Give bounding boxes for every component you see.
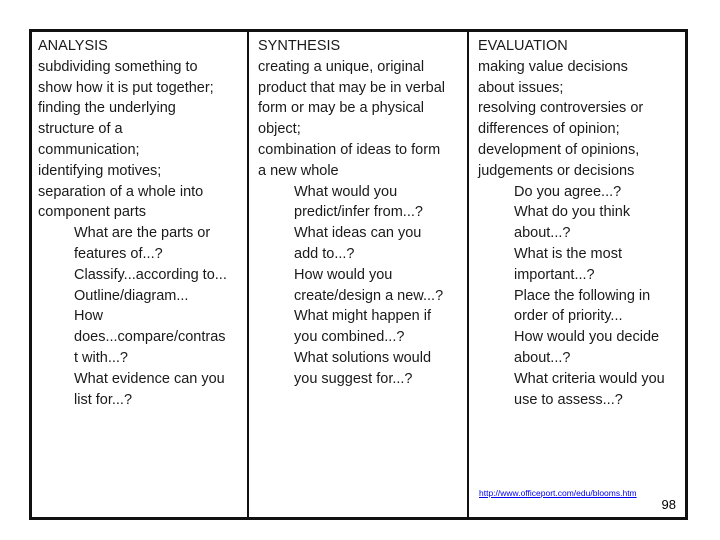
description-line: judgements or decisions [478, 162, 635, 179]
question-line: important...? [514, 266, 595, 283]
question-line: about...? [514, 225, 571, 242]
question-line: add to...? [294, 245, 355, 262]
question-line: What criteria would you [514, 370, 665, 387]
description-line: making value decisions [478, 58, 628, 75]
question-line: predict/infer from...? [294, 204, 423, 221]
question-line: create/design a new...? [294, 287, 444, 304]
description-line: product that may be in verbal [258, 79, 445, 96]
question-line: use to assess...? [514, 391, 623, 408]
description-line: a new whole [258, 162, 339, 179]
description-line: finding the underlying [38, 100, 176, 117]
column-divider [467, 32, 469, 517]
description-line: development of opinions, [478, 141, 640, 158]
question-line: How would you [294, 266, 393, 283]
question-line: Do you agree...? [514, 183, 622, 200]
column-divider [247, 32, 249, 517]
column-evaluation [478, 36, 684, 410]
description-line: object; [258, 121, 301, 138]
question-line: How [74, 308, 104, 325]
question-line: does...compare/contras [74, 329, 226, 346]
column-synthesis [258, 36, 464, 390]
description-line: combination of ideas to form [258, 141, 441, 158]
description-line: identifying motives; [38, 162, 162, 179]
question-line: What would you [294, 183, 398, 200]
question-line: features of...? [74, 245, 163, 262]
column-heading: SYNTHESIS [258, 38, 341, 54]
description-line: subdividing something to [38, 58, 198, 75]
question-line: What evidence can you [74, 370, 225, 387]
question-line: list for...? [74, 391, 133, 408]
description-line: creating a unique, original [258, 58, 425, 75]
question-line: about...? [514, 349, 571, 366]
source-link[interactable]: http://www.officeport.com/edu/blooms.htm [479, 488, 637, 498]
question-line: How would you decide [514, 329, 660, 346]
question-line: order of priority... [514, 308, 623, 325]
question-line: Place the following in [514, 287, 651, 304]
column-heading: EVALUATION [478, 38, 568, 54]
description-line: resolving controversies or [478, 100, 644, 117]
description-line: differences of opinion; [478, 121, 620, 138]
column-analysis [38, 36, 244, 410]
question-line: What is the most [514, 245, 622, 262]
question-line: you combined...? [294, 329, 405, 346]
question-line: What are the parts or [74, 225, 211, 242]
slide-frame [29, 29, 688, 520]
description-line: component parts [38, 204, 147, 221]
description-line: communication; [38, 141, 140, 158]
description-line: form or may be a physical [258, 100, 425, 117]
question-line: you suggest for...? [294, 370, 413, 387]
page-number: 98 [661, 497, 676, 512]
question-line: What do you think [514, 204, 631, 221]
description-line: separation of a whole into [38, 183, 204, 200]
description-line: about issues; [478, 79, 564, 96]
description-line: structure of a [38, 121, 123, 138]
question-line: What ideas can you [294, 225, 422, 242]
description-line: show how it is put together; [38, 79, 214, 96]
question-line: What solutions would [294, 349, 432, 366]
question-line: Classify...according to... [74, 266, 227, 283]
question-line: What might happen if [294, 308, 432, 325]
question-line: t with...? [74, 349, 128, 366]
question-line: Outline/diagram... [74, 287, 189, 304]
column-heading: ANALYSIS [38, 38, 108, 54]
